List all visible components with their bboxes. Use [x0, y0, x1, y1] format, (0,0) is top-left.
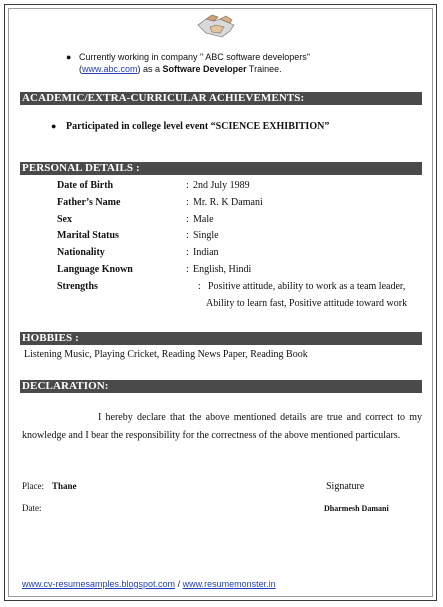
signature-label: Signature	[326, 481, 365, 492]
date-label: Date:	[22, 503, 42, 513]
personal-label: Father’s Name	[57, 197, 121, 208]
declaration-heading: DECLARATION:	[20, 380, 422, 393]
personal-row	[57, 229, 427, 243]
personal-value: Mr. R. K Damani	[193, 197, 263, 208]
academic-heading: ACADEMIC/EXTRA-CURRICULAR ACHIEVEMENTS:	[20, 92, 422, 105]
experience-role: Software Developer	[162, 64, 247, 74]
personal-row	[57, 196, 427, 210]
paren-open: (	[79, 64, 82, 74]
colon: :	[186, 264, 189, 275]
colon: :	[186, 230, 189, 241]
personal-label: Language Known	[57, 264, 133, 275]
personal-value: Male	[193, 214, 214, 225]
personal-row	[57, 179, 427, 193]
footer-link-blog[interactable]: www.cv-resumesamples.blogspot.com	[22, 579, 176, 589]
colon: :	[186, 197, 189, 208]
personal-label: Marital Status	[57, 230, 119, 241]
experience-connector: ) as a	[137, 64, 163, 74]
personal-value: 2nd July 1989	[193, 180, 250, 191]
strengths-line: Ability to learn fast, Positive attitude toward work	[206, 298, 408, 309]
personal-row	[57, 263, 427, 277]
personal-value: English, Hindi	[193, 264, 252, 275]
colon: :	[186, 180, 189, 191]
footer-link-site[interactable]: www.resumemonster.in	[182, 579, 276, 589]
bullet-icon: ●	[66, 52, 72, 62]
bullet-icon: ●	[51, 121, 57, 131]
experience-role-suffix: Trainee.	[246, 64, 282, 74]
personal-row	[57, 213, 427, 227]
colon: :	[186, 214, 189, 225]
personal-label: Sex	[57, 214, 72, 225]
personal-label: Nationality	[57, 247, 105, 258]
strengths-line: Positive attitude, ability to work as a team leader,	[208, 281, 406, 292]
achievement-item: Participated in college level event “SCIENCE EXHIBITION”	[66, 121, 330, 132]
handshake-icon	[196, 11, 236, 41]
personal-row	[57, 246, 427, 260]
personal-heading: PERSONAL DETAILS :	[20, 162, 422, 175]
experience-line: Currently working in company " ABC software developers"	[79, 52, 310, 62]
signer-name: Dharmesh Damani	[324, 504, 389, 513]
personal-value: Single	[193, 230, 219, 241]
strengths-label: Strengths	[57, 281, 98, 292]
declaration-text: I hereby declare that the above mentioned details are true and correct to my knowledge and I bear the responsibility for the correctness of the above mentioned particulars.	[22, 412, 422, 441]
hobbies-heading: HOBBIES :	[20, 332, 422, 345]
colon: :	[198, 281, 201, 292]
hobbies-text: Listening Music, Playing Cricket, Reading News Paper, Reading Book	[24, 349, 308, 360]
place-label: Place:	[22, 481, 44, 491]
personal-label: Date of Birth	[57, 180, 114, 191]
colon: :	[186, 247, 189, 258]
experience-text	[79, 51, 409, 75]
footer-links	[22, 579, 276, 589]
footer-separator: /	[175, 579, 183, 589]
company-link[interactable]: www.abc.com	[82, 64, 138, 74]
place-value: Thane	[52, 481, 77, 491]
personal-value: Indian	[193, 247, 219, 258]
